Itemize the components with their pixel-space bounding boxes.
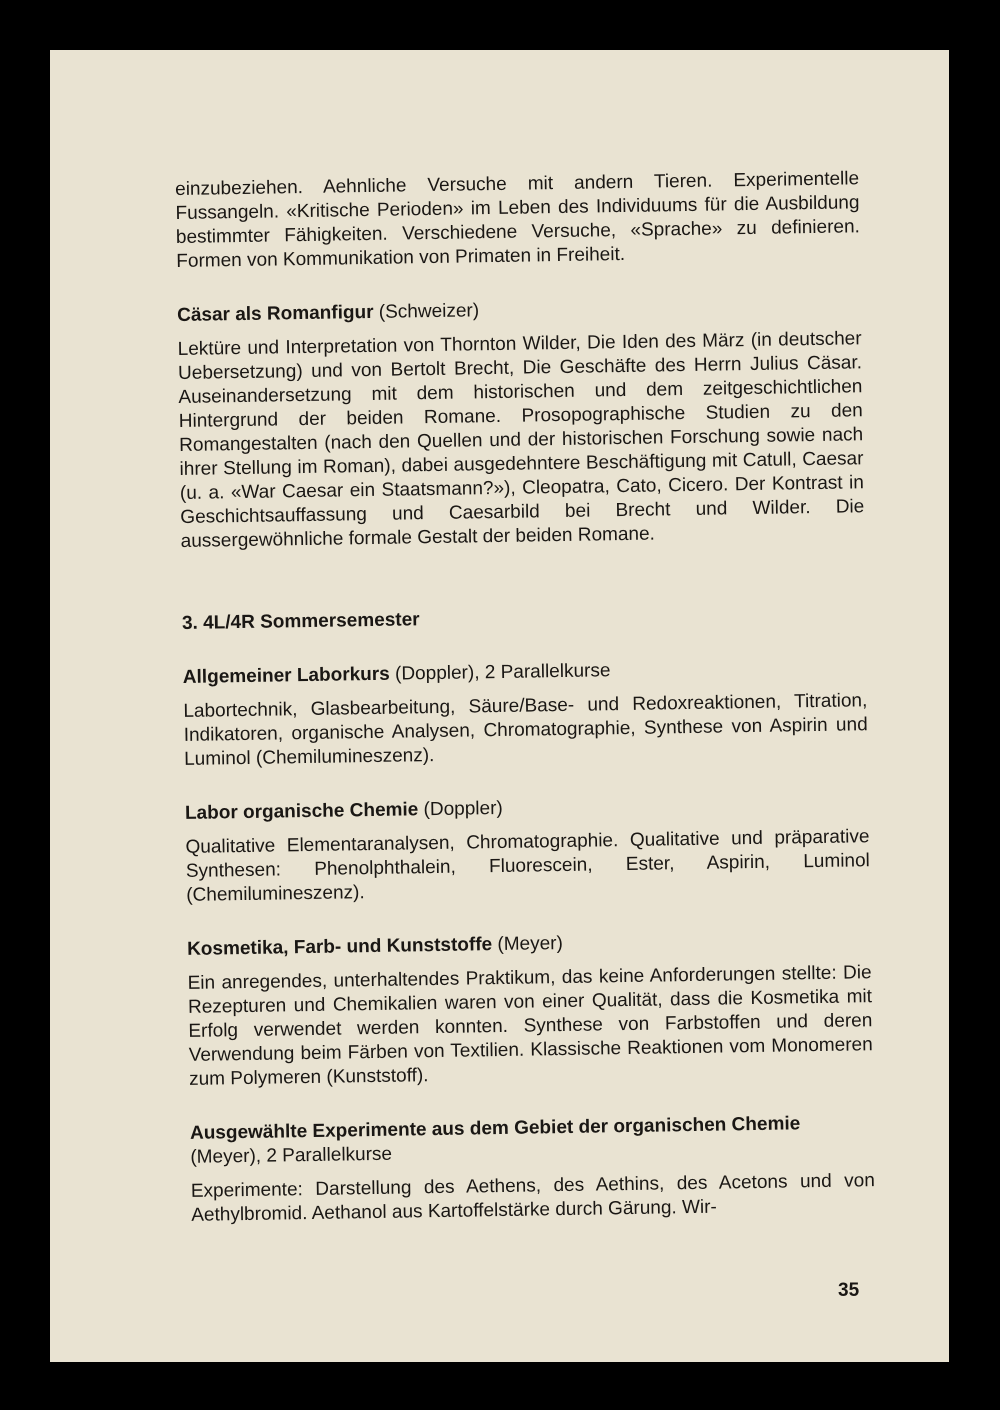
page-content (175, 167, 875, 1228)
course-description-caesar: Lektüre und Interpretation von Thornton Wilder, Die Iden des März (in deutscher Uebersetzung) und von Bertolt Brecht, Die Geschäfte des Herrn Julius Cäsar. Auseinandersetzung mit dem historischen und dem zeitgeschichtlichen Hintergrund der beiden Romane. Prosopographische Studien zu den Romangestalten (nach den Quellen und der historischen Forschung sowie nach ihrer Stellung im Roman), dabei ausgedehntere Beschäftigung mit Catull, Caesar (u. a. «War Caesar ein Staatsmann?»), Cleopatra, Cato, Cicero. Der Kontrast in Geschichtsauffassung und Caesarbild bei Brecht und Wilder. Die aussergewöhnliche formale Gestalt der beiden Romane. (177, 328, 865, 552)
course-description-kosmetika: Ein anregendes, unterhaltendes Praktikum, das keine Anforderungen stellte: Die Rezepturen und Chemikalien waren von einer Qualität, dass die Kosmetika mit Erfolg verwendet werden konnten. Synthese von Farbstoffen und deren Verwendung beim Färben von Textilien. Klassische Reaktionen vom Monomeren zum Polymeren (Kunststoff). (187, 962, 873, 1090)
course-instructor: (Doppler), 2 Parallelkurse (389, 660, 611, 685)
course-instructor: (Meyer) (491, 933, 564, 956)
course-title: Allgemeiner Laborkurs (182, 663, 390, 688)
course-title: Ausgewählte Experimente aus dem Gebiet der organischen Chemie (189, 1113, 801, 1144)
course-description-laborkurs: Labortechnik, Glasbearbeitung, Säure/Base- und Redoxreaktionen, Titration, Indikatoren, organische Analysen, Chromatographie, Synthese von Aspirin und Luminol (Chemilumineszenz). (183, 690, 868, 770)
course-instructor: (Doppler) (418, 797, 503, 821)
intro-paragraph: einzubeziehen. Aehnliche Versuche mit andern Tieren. Experimentelle Fussangeln. «Kritische Perioden» im Leben des Individuums für die Ausbildung bestimmter Fähigkeiten. Verschiedene Versuche, «Sprache» zu definieren. Formen von Kommunikation von Primaten in Freiheit. (175, 168, 861, 272)
course-title: Labor organische Chemie (184, 799, 419, 824)
course-title: Kosmetika, Farb- und Kunststoffe (186, 934, 493, 960)
course-instructor: (Schweizer) (373, 300, 480, 323)
document-page (50, 50, 949, 1362)
course-description-experimente: Experimente: Darstellung des Aethens, des Aethins, des Acetons und von Aethylbromid. Aethanol aus Kartoffelstärke durch Gärung. Wir- (190, 1170, 875, 1226)
course-title: Cäsar als Romanfigur (176, 301, 374, 326)
section-title: 3. 4L/4R Sommersemester (181, 609, 420, 634)
page-number: 35 (838, 1280, 860, 1301)
course-description-organische-chemie: Qualitative Elementaranalysen, Chromatographie. Qualitative und präparative Synthesen: Phenolphthalein, Fluorescein, Ester, Aspirin, Luminol (Chemilumineszenz). (185, 826, 870, 906)
course-instructor-line: (Meyer), 2 Parallelkurse (190, 1143, 393, 1168)
